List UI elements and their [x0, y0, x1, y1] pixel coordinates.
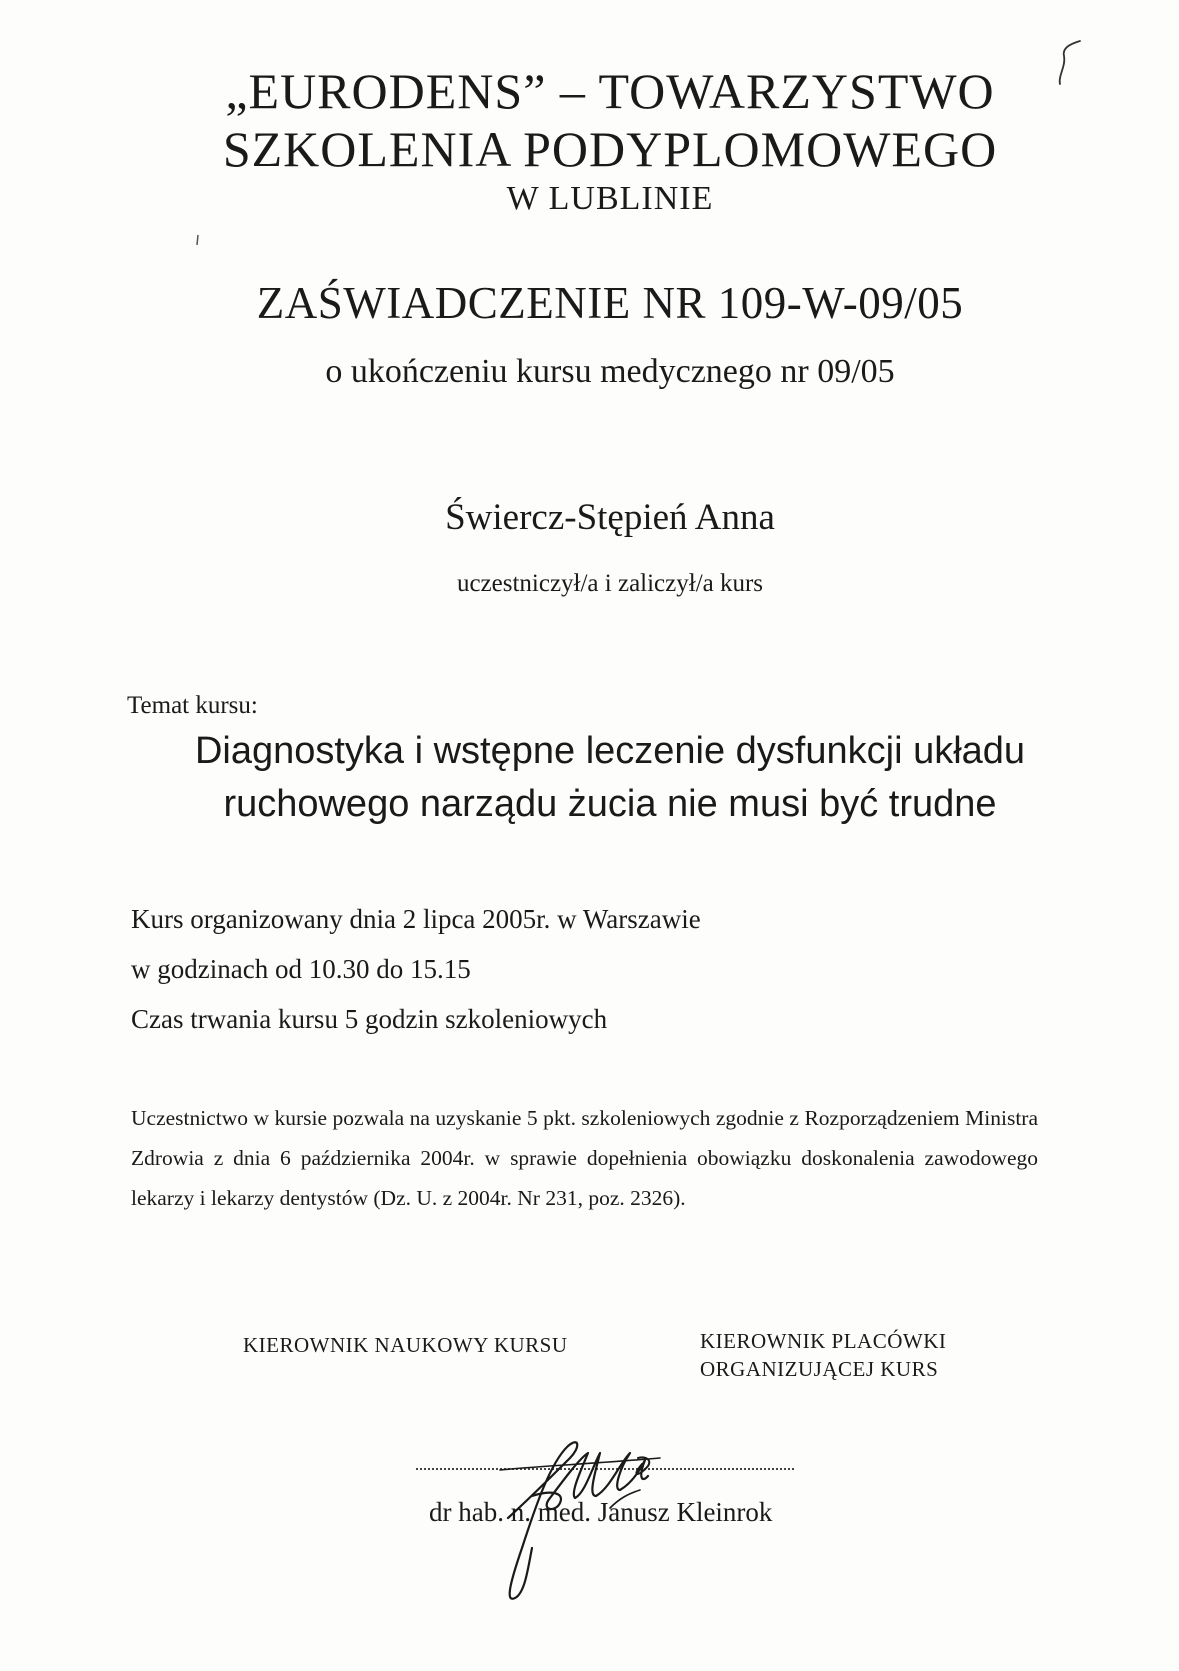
ink-speck	[195, 234, 201, 246]
recipient-name: Świercz-Stępień Anna	[445, 497, 775, 538]
course-hours: w godzinach od 10.30 do 15.15	[131, 954, 471, 984]
organization-name-line1: „EURODENS” – TOWARZYSTWO	[225, 63, 995, 119]
course-date-location: Kurs organizowany dnia 2 lipca 2005r. w Warszawie	[131, 904, 701, 934]
course-topic-label: Temat kursu:	[127, 692, 258, 719]
course-topic-line2: ruchowego narządu żucia nie musi być trudne	[223, 783, 997, 825]
certificate-title: ZAŚWIADCZENIE NR 109-W-09/05	[256, 278, 964, 328]
corner-page-mark	[1050, 36, 1090, 86]
handwritten-signature	[470, 1398, 720, 1613]
signer-name: dr hab. n. med. Janusz Kleinrok	[429, 1497, 773, 1527]
legal-note: Uczestnictwo w kursie pozwala na uzyskanie 5 pkt. szkoleniowych zgodnie z Rozporządzeniem Ministra Zdrowia z dnia 6 października 2004r. w sprawie dopełnienia obowiązku doskonalenia zawodowego lekarzy i lekarzy dentystów (Dz. U. z 2004r. Nr 231, poz. 2326).	[131, 1106, 1038, 1210]
course-duration: Czas trwania kursu 5 godzin szkoleniowych	[131, 1004, 608, 1034]
certificate-subtitle: o ukończeniu kursu medycznego nr 09/05	[325, 353, 895, 390]
scientific-director-title: KIEROWNIK NAUKOWY KURSU	[243, 1333, 568, 1357]
organization-name-line2: SZKOLENIA PODYPLOMOWEGO	[222, 121, 998, 177]
facility-director-title	[700, 1327, 946, 1383]
course-topic-line1: Diagnostyka i wstępne leczenie dysfunkcji układu	[194, 730, 1026, 772]
organization-city: W LUBLINIE	[506, 180, 714, 217]
completion-status: uczestniczył/a i zaliczył/a kurs	[456, 570, 764, 597]
facility-director-title-line2: ORGANIZUJĄCEJ KURS	[700, 1357, 939, 1381]
facility-director-title-line1: KIEROWNIK PLACÓWKI	[700, 1329, 947, 1353]
